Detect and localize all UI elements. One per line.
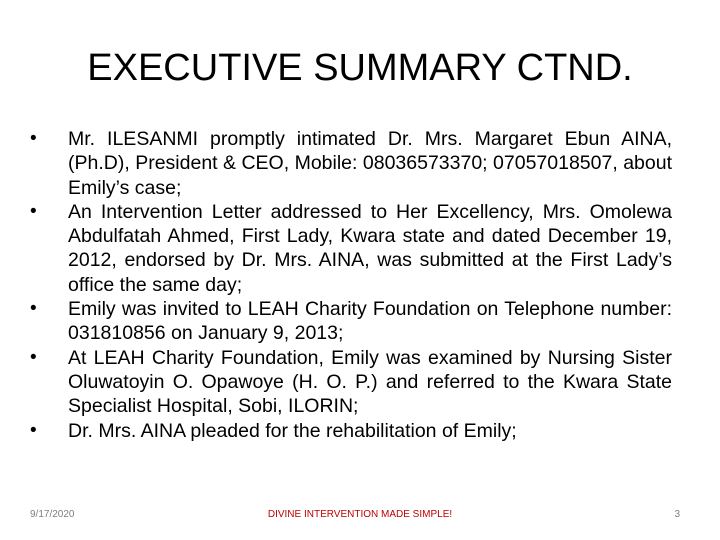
bullet-item bbox=[30, 346, 672, 419]
bullet-marker: • bbox=[30, 128, 37, 149]
page-number: 3 bbox=[674, 509, 680, 520]
footer-text: DIVINE INTERVENTION MADE SIMPLE! bbox=[267, 509, 453, 520]
bullet-text: Mr. ILESANMI promptly intimated Dr. Mrs. Margaret Ebun AINA, (Ph.D), President & CEO, Mobile: 08036573370; 07057018507, about Emily’s case; bbox=[68, 128, 672, 199]
bullet-text: Dr. Mrs. AINA pleaded for the rehabilitation of Emily; bbox=[68, 419, 517, 442]
bullet-marker: • bbox=[30, 419, 37, 441]
bullet-text: At LEAH Charity Foundation, Emily was examined by Nursing Sister Oluwatoyin O. Opawoye (H. O. P.) and referred to the Kwara State Specialist Hospital, Sobi, ILORIN; bbox=[68, 346, 672, 418]
slide-title: EXECUTIVE SUMMARY CTND. bbox=[87, 47, 633, 89]
bullet-marker: • bbox=[30, 346, 37, 368]
bullet-text: Emily was invited to LEAH Charity Foundation on Telephone number: 031810856 on January 9, 2013; bbox=[68, 298, 672, 345]
bullet-item bbox=[30, 419, 672, 443]
bullet-list bbox=[30, 127, 672, 443]
bullet-marker: • bbox=[30, 298, 37, 320]
bullet-marker: • bbox=[30, 200, 37, 222]
footer-date: 9/17/2020 bbox=[30, 509, 75, 520]
bullet-text: An Intervention Letter addressed to Her Excellency, Mrs. Omolewa Abdulfatah Ahmed, First Lady, Kwara state and dated December 19, 2012, endorsed by Dr. Mrs. AINA, was submitted at the First Lady’s office the same day; bbox=[68, 200, 672, 296]
bullet-item bbox=[30, 127, 672, 200]
bullet-item bbox=[30, 297, 672, 346]
bullet-item bbox=[30, 200, 672, 297]
